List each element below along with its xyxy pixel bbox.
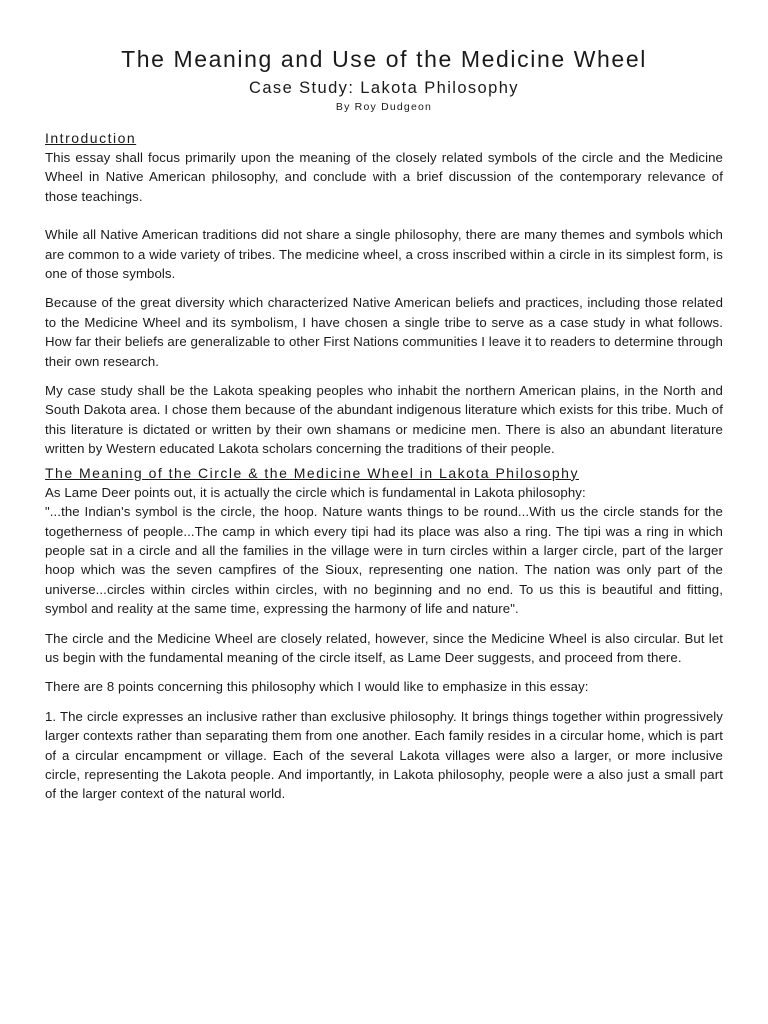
- intro-paragraph-3: Because of the great diversity which characterized Native American beliefs and practices, including those related to the Medicine Wheel and its symbolism, I have chosen a single tribe to serve as a case study in what follows. How far their beliefs are generalizable to other First Nations communities I leave it to readers to determine through their own research.: [45, 295, 723, 369]
- author-byline: By Roy Dudgeon: [335, 101, 433, 113]
- intro-paragraph-1: This essay shall focus primarily upon the meaning of the closely related symbols of the circle and the Medicine Wheel in Native American philosophy, and conclude with a brief discussion of the contemporary relevance of those teachings.: [45, 150, 723, 204]
- meaning-paragraph-2: The circle and the Medicine Wheel are closely related, however, since the Medicine Wheel is also circular. But let us begin with the fundamental meaning of the circle itself, as Lame Deer suggests, and proceed from there.: [45, 630, 723, 665]
- lame-deer-quote: "...the Indian's symbol is the circle, the hoop. Nature wants things to be round...With us the circle stands for the togetherness of people...The camp in which every tipi had its place was also a ring. The tipi was a ring in which people sat in a circle and all the families in the village were in turn circles within a larger circle, part of the larger hoop which was the seven campfires of the Sioux, representing one nation. The nation was only part of the universe...circles within circles within circles, with no beginning and no end. To us this is beautiful and fitting, symbol and reality at the same time, expressing the harmony of life and nature".: [45, 504, 723, 617]
- document-page: [45, 44, 723, 804]
- intro-paragraph-4: My case study shall be the Lakota speaking peoples who inhabit the northern American plains, in the North and South Dakota area. I chose them because of the abundant indigenous literature which exists for this tribe. Much of this literature is dictated or written by their own shamans or medicine men. There is also an abundant literature written by Western educated Lakota scholars concerning the traditions of their people.: [45, 383, 723, 457]
- introduction-heading: Introduction: [45, 130, 137, 146]
- meaning-paragraph-3: There are 8 points concerning this philosophy which I would like to emphasize in this essay:: [45, 679, 589, 695]
- meaning-section-heading: The Meaning of the Circle & the Medicine Wheel in Lakota Philosophy: [45, 464, 579, 481]
- document-title: The Meaning and Use of the Medicine Wheel: [121, 46, 647, 72]
- document-subtitle: Case Study: Lakota Philosophy: [249, 79, 519, 97]
- point-1-paragraph: 1. The circle expresses an inclusive rather than exclusive philosophy. It brings things together within progressively larger contexts rather than separating them from one another. Each family resides in a circular home, which is part of a circular encampment or village. Each of the several Lakota villages were also a larger, or more inclusive circle, representing the Lakota people. And importantly, in Lakota philosophy, people were a also just a small part of the larger context of the natural world.: [45, 708, 723, 802]
- meaning-paragraph-1: As Lame Deer points out, it is actually the circle which is fundamental in Lakota philosophy:: [45, 484, 586, 500]
- intro-paragraph-2: While all Native American traditions did not share a single philosophy, there are many themes and symbols which are common to a wide variety of tribes. The medicine wheel, a cross inscribed within a circle in its simplest form, is one of those symbols.: [45, 227, 723, 282]
